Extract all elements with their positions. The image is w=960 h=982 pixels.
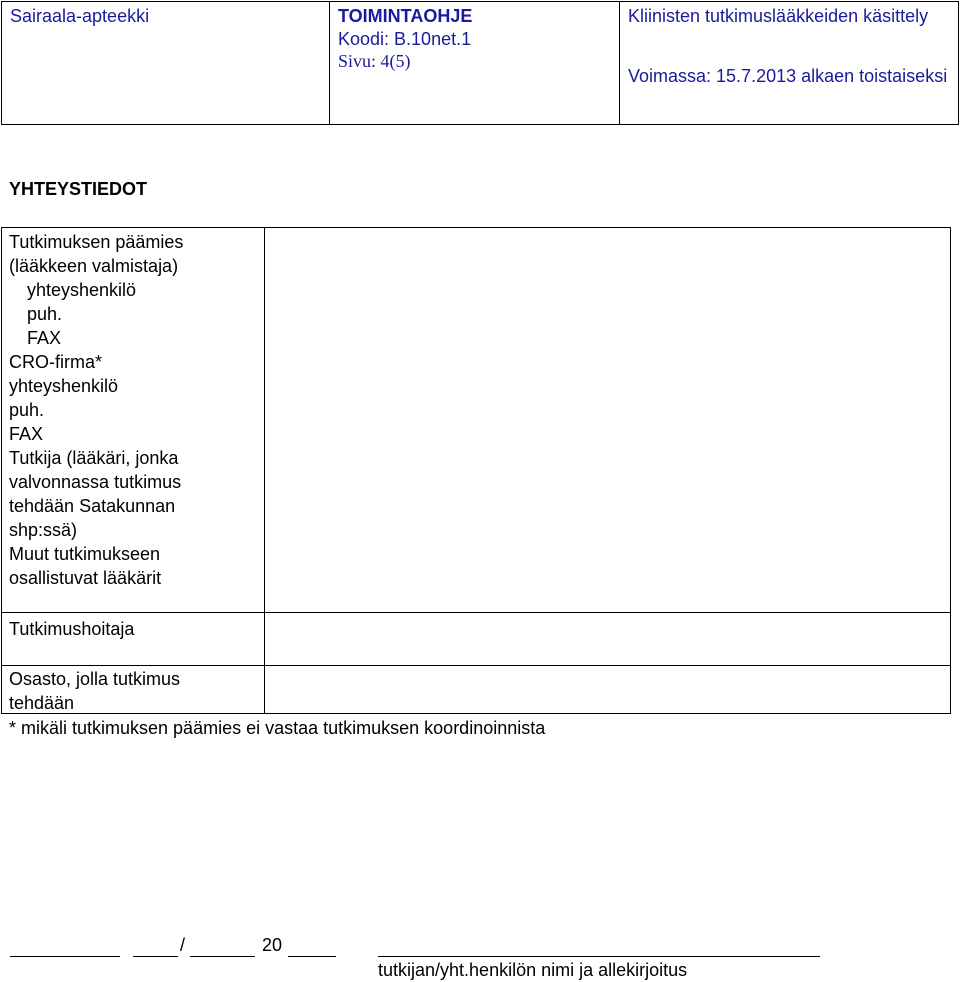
year-prefix: 20 xyxy=(262,935,283,955)
label-line: osallistuvat lääkärit xyxy=(9,568,162,588)
year-blank[interactable] xyxy=(288,956,336,957)
row-label xyxy=(9,230,183,350)
label-line: valvonnassa tutkimus xyxy=(9,472,182,492)
label-line: CRO-firma* xyxy=(9,352,102,372)
doc-type: TOIMINTAOHJE xyxy=(338,6,473,26)
row-label xyxy=(9,667,180,715)
label-line: yhteyshenkilö xyxy=(27,280,137,300)
sponsor-contact-field[interactable] xyxy=(266,228,950,350)
label-line: tehdään xyxy=(9,693,75,713)
month-blank[interactable] xyxy=(133,956,178,957)
cro-contact-field[interactable] xyxy=(266,350,950,446)
signature-line[interactable] xyxy=(378,956,820,957)
label-line: Tutkimushoitaja xyxy=(9,619,135,639)
label-line: Tutkija (lääkäri, jonka xyxy=(9,448,179,468)
ward-field[interactable] xyxy=(266,666,950,715)
doc-code: Koodi: B.10net.1 xyxy=(338,28,472,49)
table-row xyxy=(2,228,950,350)
label-line: (lääkkeen valmistaja) xyxy=(9,256,179,276)
table-row xyxy=(2,665,950,715)
other-physicians-field[interactable] xyxy=(266,542,950,612)
row-label xyxy=(9,446,181,542)
date-separator: / xyxy=(180,935,186,955)
label-line: puh. xyxy=(27,304,63,324)
contact-table xyxy=(1,227,951,714)
validity: Voimassa: 15.7.2013 alkaen toistaiseksi xyxy=(628,66,948,86)
header-org-cell xyxy=(2,2,330,124)
page-number: Sivu: 4(5) xyxy=(338,51,411,71)
header-doc-cell xyxy=(330,2,620,124)
row-label xyxy=(9,542,161,590)
table-row xyxy=(2,446,950,542)
signature-caption: tutkijan/yht.henkilön nimi ja allekirjoitus xyxy=(378,960,688,980)
footnote: * mikäli tutkimuksen päämies ei vastaa tutkimuksen koordinoinnista xyxy=(9,718,546,738)
label-line: tehdään Satakunnan xyxy=(9,496,176,516)
label-line: Muut tutkimukseen xyxy=(9,544,161,564)
row-label xyxy=(9,350,118,446)
table-row xyxy=(2,350,950,446)
org-name: Sairaala-apteekki xyxy=(10,6,150,26)
doc-subject: Kliinisten tutkimuslääkkeiden käsittely xyxy=(628,6,929,26)
row-label xyxy=(9,617,134,641)
study-nurse-field[interactable] xyxy=(266,613,950,665)
document-header xyxy=(1,1,959,125)
table-row xyxy=(2,542,950,612)
day-blank[interactable] xyxy=(10,956,120,957)
date-blank-2[interactable] xyxy=(190,956,255,957)
investigator-field[interactable] xyxy=(266,446,950,542)
label-line: yhteyshenkilö xyxy=(9,376,119,396)
label-line: Osasto, jolla tutkimus xyxy=(9,669,181,689)
label-line: puh. xyxy=(9,400,45,420)
label-line: Tutkimuksen päämies xyxy=(9,232,184,252)
section-title: YHTEYSTIEDOT xyxy=(9,179,148,199)
label-line: FAX xyxy=(27,328,62,348)
header-subject-cell xyxy=(620,2,958,124)
label-line: shp:ssä) xyxy=(9,520,78,540)
table-row xyxy=(2,612,950,665)
label-line: FAX xyxy=(9,424,44,444)
